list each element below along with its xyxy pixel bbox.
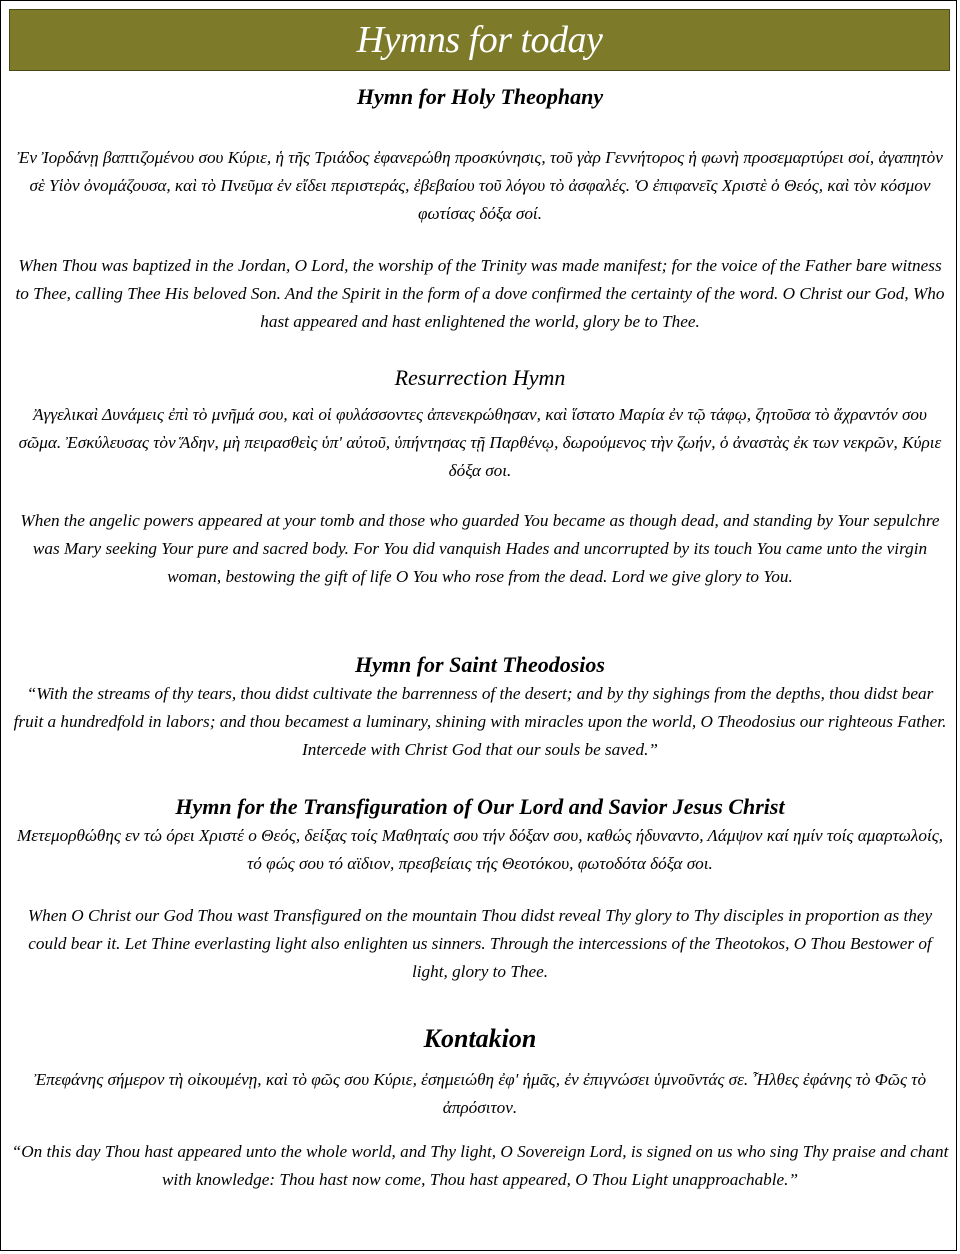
theophany-english-text: When Thou was baptized in the Jordan, O Lord, the worship of the Trinity was made manifest; for the voice of the Father bare witness to Thee, calling Thee His beloved Son. And the Spirit in the form of a dove confirmed the certainty of the word. O Christ our God, Who hast appeared and hast enlightened the world, glory be to Thee. xyxy=(15,256,945,331)
page-title: Hymns for today xyxy=(356,19,603,61)
kontakion-heading: Kontakion xyxy=(423,1024,537,1053)
theophany-greek-text: Ἐν Ἰορδάνῃ βαπτιζομένου σου Κύριε, ἡ τῆς Τριάδος ἐφανερώθη προσκύνησις, τοῦ γὰρ Γεννήτορος ἡ φωνὴ προσεμαρτύρει σοί, ἀγαπητὸν σὲ Υἱὸν ὀνομάζουσα, καὶ τὸ Πνεῦμα ἐν εἴδει περιστεράς, ἐβεβαίου τοῦ λόγου τὸ ἀσφαλές. Ὁ ἐπιφανεῖς Χριστὲ ὁ Θεός, καὶ τὸν κόσμον φωτίσας δόξα σοί. xyxy=(17,148,943,223)
section-kontakion xyxy=(10,1022,950,1194)
resurrection-greek-text: Ἀγγελικαὶ Δυνάμεις ἐπὶ τὸ μνῆμά σου, καὶ οἱ φυλάσσοντες ἀπενεκρώθησαν, καὶ ἵστατο Μαρία ἐν τῷ τάφῳ, ζητοῦσα τὸ ἄχραντόν σου σῶμα. Ἐσκύλευσας τὸν Ἅδην, μὴ πειρασθεὶς ὑπ' αὐτοῦ, ὑπήντησας τῇ Παρθένῳ, δωρούμενος τὴν ζωήν, ὁ ἀναστὰς ἐκ των νεκρῶν, Κύριε δόξα σοι. xyxy=(18,405,942,480)
section-theophany xyxy=(10,82,950,336)
resurrection-heading: Resurrection Hymn xyxy=(394,365,566,390)
theodosios-text: “With the streams of thy tears, thou didst cultivate the barrenness of the desert; and by thy sighings from the depths, thou didst bear fruit a hundredfold in labors; and thou becamest a luminary, shining with miracles upon the world, O Theodosius our righteous Father. Intercede with Christ God that our souls be saved.” xyxy=(13,684,947,759)
kontakion-greek-text: Ἐπεφάνης σήμερον τὴ οἰκουμένῃ, καὶ τὸ φῶς σου Κύριε, ἐσημειώθη ἐφ' ἡμᾶς, ἐν ἐπιγνώσει ὑμνοῦντάς σε. Ἦλθες ἐφάνης τὸ Φῶς τὸ ἀπρόσιτον. xyxy=(33,1070,927,1117)
title-banner xyxy=(9,9,950,71)
theodosios-heading: Hymn for Saint Theodosios xyxy=(355,652,605,677)
section-resurrection xyxy=(10,363,950,591)
transfiguration-greek-text: Μετεμορθώθης εν τώ όρει Χριστέ ο Θεός, δείξας τοίς Μαθηταίς σου τήν δόξαν σου, καθώς ήδυναντο, Λάμψον καί ημίν τοίς αμαρτωλοίς, τό φώς σου τό αϊδιον, πρεσβείαις τής Θεοτόκου, φωτοδότα δόξα σοι. xyxy=(16,826,943,873)
theophany-heading: Hymn for Holy Theophany xyxy=(356,84,604,109)
resurrection-english-text: When the angelic powers appeared at your tomb and those who guarded You became as though dead, and standing by Your sepulchre was Mary seeking Your pure and sacred body. For You did vanquish Hades and uncorrupted by its touch You came unto the virgin woman, bestowing the gift of life O You who rose from the dead. Lord we give glory to You. xyxy=(20,511,940,586)
transfiguration-heading: Hymn for the Transfiguration of Our Lord and Savior Jesus Christ xyxy=(175,794,785,819)
transfiguration-english-text: When O Christ our God Thou wast Transfigured on the mountain Thou didst reveal Thy glory to Thy disciples in proportion as they could bear it. Let Thine everlasting light also enlighten us sinners. Through the intercessions of the Theotokos, O Thou Bestower of light, glory to Thee. xyxy=(27,906,933,981)
kontakion-english-text: “On this day Thou hast appeared unto the whole world, and Thy light, O Sovereign Lord, is signed on us who sing Thy praise and chant with knowledge: Thou hast now come, Thou hast appeared, O Thou Light unapproachable.” xyxy=(11,1142,949,1189)
section-theodosios xyxy=(10,650,950,764)
section-transfiguration xyxy=(10,792,950,986)
